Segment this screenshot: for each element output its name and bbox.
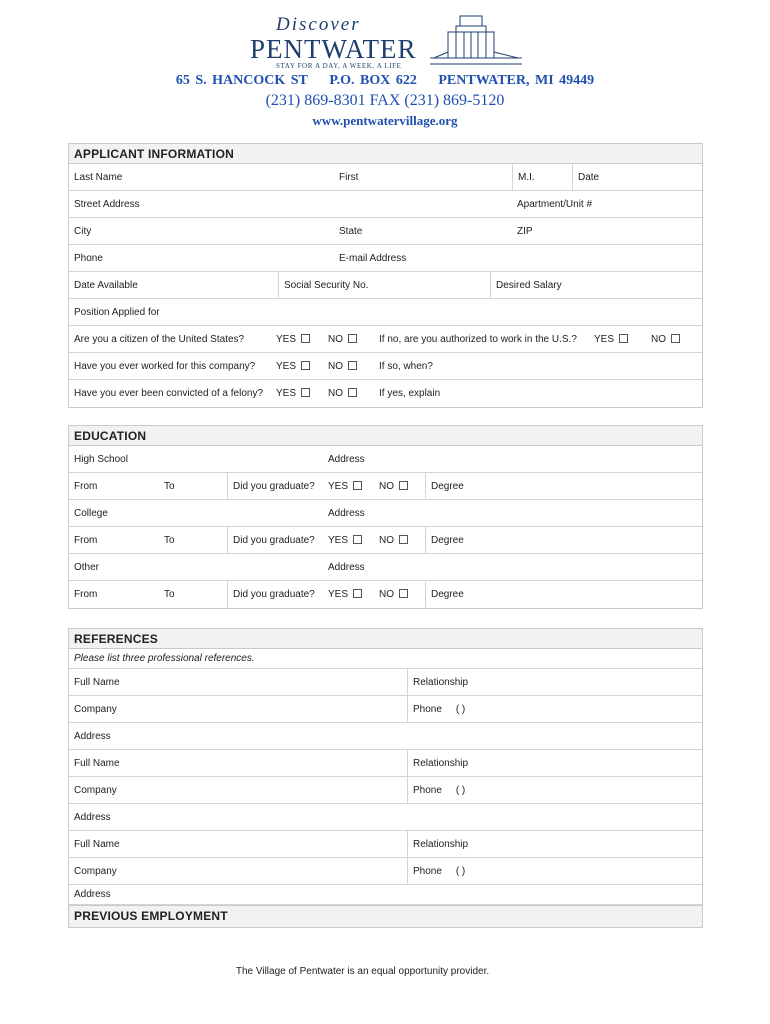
college-from-field[interactable]: From (74, 535, 98, 546)
equal-opportunity-footer: The Village of Pentwater is an equal opportunity provider. (235, 966, 490, 977)
reference-3-company-row (69, 858, 702, 885)
reference-2-name-row (69, 750, 702, 777)
reference-3-company-field[interactable]: Company (74, 866, 117, 877)
street-address-field[interactable]: Street Address (74, 199, 140, 210)
high-school-degree-field[interactable]: Degree (425, 473, 703, 499)
high-school-dates-row (69, 473, 702, 500)
reference-2-company-field[interactable]: Company (74, 785, 117, 796)
logo-name-text: PENTWATER (250, 34, 417, 64)
citizen-question: Are you a citizen of the United States? (74, 334, 245, 345)
position-field[interactable]: Position Applied for (74, 307, 160, 318)
college-address-field[interactable]: Address (328, 508, 365, 519)
worked-when-field[interactable]: If so, when? (379, 361, 433, 372)
reference-1-address-field[interactable]: Address (74, 731, 111, 742)
authorized-no-checkbox[interactable] (671, 334, 680, 343)
reference-1-company-field[interactable]: Company (74, 704, 117, 715)
other-graduate-question: Did you graduate? (227, 581, 323, 608)
reference-2-name-field[interactable]: Full Name (74, 758, 120, 769)
applicant-information-section (68, 143, 703, 408)
authorized-yes-checkbox[interactable] (619, 334, 628, 343)
other-yes-checkbox[interactable] (353, 589, 362, 598)
worked-yes-checkbox[interactable] (301, 361, 310, 370)
college-no-option[interactable]: NO (374, 527, 426, 553)
felony-no-checkbox[interactable] (348, 388, 357, 397)
reference-2-relationship-field[interactable]: Relationship (407, 750, 703, 776)
reference-3-phone-field[interactable]: Phone ( ) (407, 858, 703, 884)
college-to-field[interactable]: To (164, 535, 175, 546)
website-link[interactable]: www.pentwatervillage.org (312, 113, 458, 128)
other-school-field[interactable]: Other (74, 562, 100, 573)
other-from-field[interactable]: From (74, 589, 98, 600)
high-school-from-field[interactable]: From (74, 481, 98, 492)
po-box: P.O. BOX 622 (329, 73, 417, 88)
worked-yes-option[interactable]: YES (271, 353, 323, 379)
felony-explain-field[interactable]: If yes, explain (379, 388, 441, 399)
high-school-yes-option[interactable]: YES (323, 473, 375, 499)
other-yes-option[interactable]: YES (323, 581, 375, 608)
city-field[interactable]: City (74, 226, 92, 237)
other-address-field[interactable]: Address (328, 562, 365, 573)
reference-1-name-field[interactable]: Full Name (74, 677, 120, 688)
reference-1-phone-field[interactable]: Phone ( ) (407, 696, 703, 722)
reference-2-phone-field[interactable]: Phone ( ) (407, 777, 703, 803)
authorized-no-option[interactable]: NO (646, 326, 702, 352)
reference-2-address-row (69, 804, 702, 831)
position-row (69, 299, 702, 326)
section-title: APPLICANT INFORMATION (69, 144, 702, 164)
desired-salary-field[interactable]: Desired Salary (490, 272, 703, 298)
street-address: 65 S. HANCOCK ST (175, 73, 308, 88)
references-section (68, 628, 703, 928)
availability-row (69, 272, 702, 299)
citizen-yes-checkbox[interactable] (301, 334, 310, 343)
felony-row (69, 380, 702, 407)
citizen-no-checkbox[interactable] (348, 334, 357, 343)
authorized-question: If no, are you authorized to work in the U.S.? (379, 334, 577, 345)
building-icon (430, 12, 522, 68)
college-row (69, 500, 702, 527)
worked-no-checkbox[interactable] (348, 361, 357, 370)
reference-3-name-row (69, 831, 702, 858)
logo-discover-text: Discover (276, 14, 361, 35)
other-row (69, 554, 702, 581)
felony-yes-checkbox[interactable] (301, 388, 310, 397)
felony-no-option[interactable]: NO (323, 380, 375, 407)
other-dates-row (69, 581, 702, 608)
worked-row (69, 353, 702, 380)
citizen-yes-option[interactable]: YES (271, 326, 323, 352)
worked-no-option[interactable]: NO (323, 353, 375, 379)
phone-row (69, 245, 702, 272)
high-school-no-option[interactable]: NO (374, 473, 426, 499)
reference-2-company-row (69, 777, 702, 804)
education-section (68, 425, 703, 609)
high-school-graduate-question: Did you graduate? (227, 473, 323, 499)
letterhead (0, 0, 770, 140)
high-school-address-field[interactable]: Address (328, 454, 365, 465)
high-school-field[interactable]: High School (74, 454, 128, 465)
name-row (69, 164, 702, 191)
street-row (69, 191, 702, 218)
logo-tagline: STAY FOR A DAY, A WEEK, A LIFE (276, 62, 402, 70)
email-field[interactable]: E-mail Address (339, 253, 407, 264)
ssn-field[interactable]: Social Security No. (278, 272, 490, 298)
college-dates-row (69, 527, 702, 554)
other-no-option[interactable]: NO (374, 581, 426, 608)
college-yes-option[interactable]: YES (323, 527, 375, 553)
zip-field[interactable]: ZIP (517, 226, 533, 237)
previous-employment-title: PREVIOUS EMPLOYMENT (69, 905, 702, 927)
reference-2-address-field[interactable]: Address (74, 812, 111, 823)
worked-question: Have you ever worked for this company? (74, 361, 256, 372)
first-name-field[interactable]: First (339, 172, 359, 183)
citizen-no-option[interactable]: NO (323, 326, 375, 352)
college-no-checkbox[interactable] (399, 535, 408, 544)
college-degree-field[interactable]: Degree (425, 527, 703, 553)
reference-1-company-row (69, 696, 702, 723)
college-field[interactable]: College (74, 508, 108, 519)
reference-3-address-field[interactable]: Address (74, 889, 111, 900)
authorized-yes-option[interactable]: YES (589, 326, 645, 352)
last-name-field[interactable]: Last Name (74, 172, 123, 183)
phone-fax-line: (231) 869-8301 FAX (231) 869-5120 (265, 92, 505, 109)
reference-3-relationship-field[interactable]: Relationship (407, 831, 703, 857)
state-field[interactable]: State (339, 226, 363, 237)
city-row (69, 218, 702, 245)
middle-initial-field[interactable]: M.I. (512, 164, 572, 190)
felony-yes-option[interactable]: YES (271, 380, 323, 407)
date-available-field[interactable]: Date Available (74, 280, 138, 291)
references-note-row (69, 649, 702, 669)
felony-question: Have you ever been convicted of a felony? (74, 388, 264, 399)
date-field[interactable]: Date (572, 164, 703, 190)
high-school-row (69, 446, 702, 473)
citizen-row (69, 326, 702, 353)
apartment-field[interactable]: Apartment/Unit # (517, 199, 593, 210)
address-line (0, 73, 770, 89)
high-school-no-checkbox[interactable] (399, 481, 408, 490)
reference-3-address-row (69, 885, 702, 905)
college-graduate-question: Did you graduate? (227, 527, 323, 553)
city-state-zip: PENTWATER, MI 49449 (438, 73, 595, 88)
section-title: EDUCATION (69, 426, 702, 446)
reference-3-name-field[interactable]: Full Name (74, 839, 120, 850)
reference-1-name-row (69, 669, 702, 696)
other-no-checkbox[interactable] (399, 589, 408, 598)
other-to-field[interactable]: To (164, 589, 175, 600)
college-yes-checkbox[interactable] (353, 535, 362, 544)
other-degree-field[interactable]: Degree (425, 581, 703, 608)
references-note: Please list three professional references. (74, 653, 255, 664)
high-school-yes-checkbox[interactable] (353, 481, 362, 490)
reference-1-address-row (69, 723, 702, 750)
reference-1-relationship-field[interactable]: Relationship (407, 669, 703, 695)
section-title: REFERENCES (69, 629, 702, 649)
high-school-to-field[interactable]: To (164, 481, 175, 492)
phone-field[interactable]: Phone (74, 253, 103, 264)
